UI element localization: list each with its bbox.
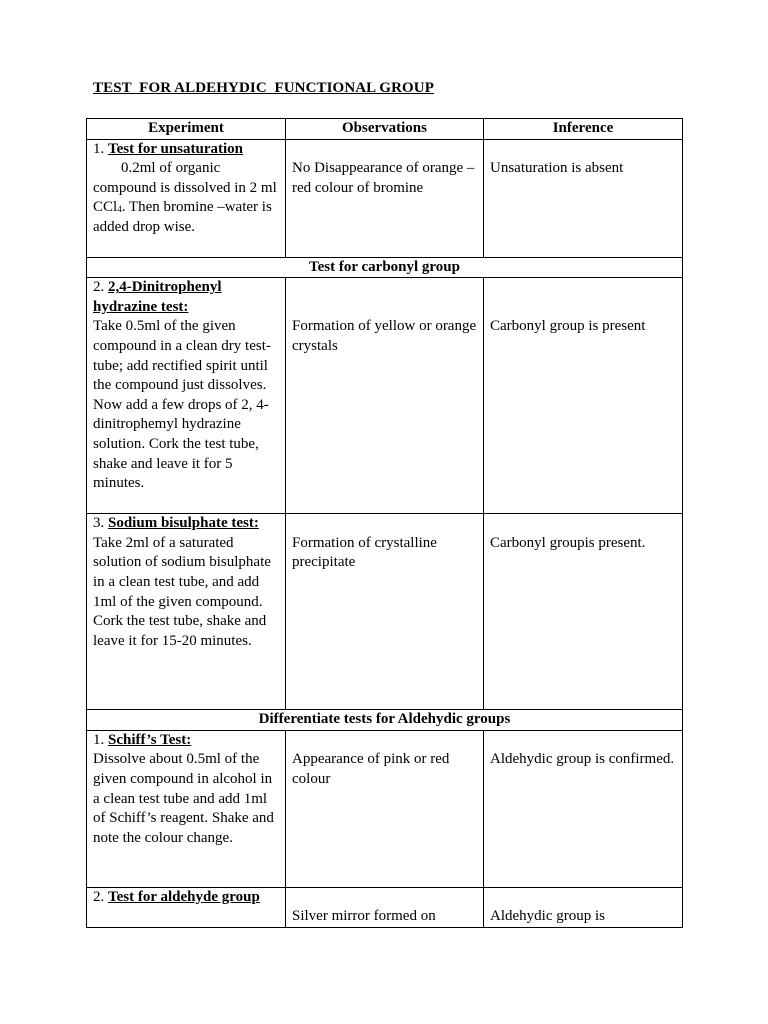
inference-cell bbox=[484, 887, 683, 927]
inference-text: Aldehydic group is bbox=[490, 908, 605, 925]
inference-text: Carbonyl group is present bbox=[490, 318, 646, 335]
table-row bbox=[87, 278, 683, 514]
test-title: Sodium bisulphate test: bbox=[108, 515, 259, 532]
section-heading: Differentiate tests for Aldehydic groups bbox=[87, 710, 683, 731]
inference-text: Aldehydic group is confirmed. bbox=[490, 751, 675, 768]
table-row bbox=[87, 730, 683, 887]
procedure-text-cont: . Then bromine –water is added drop wise. bbox=[93, 199, 272, 235]
inference-cell bbox=[484, 730, 683, 887]
table-row bbox=[87, 139, 683, 257]
observation-cell bbox=[286, 730, 484, 887]
test-title: Test for aldehyde group bbox=[108, 888, 260, 905]
procedure-text: 0.2ml of organic compound is dissolved in 2 ml CCl bbox=[93, 160, 277, 216]
document-title: TEST FOR ALDEHYDIC FUNCTIONAL GROUP bbox=[93, 80, 434, 96]
observation-text: Silver mirror formed on bbox=[292, 908, 436, 925]
observation-cell bbox=[286, 139, 484, 257]
observation-text: Appearance of pink or red colour bbox=[292, 751, 450, 787]
test-title: 2,4-Dinitrophenyl hydrazine test: bbox=[93, 279, 222, 315]
test-title: Schiff’s Test: bbox=[108, 731, 192, 748]
section-row-carbonyl bbox=[87, 257, 683, 278]
table-row bbox=[87, 514, 683, 710]
table-row bbox=[87, 887, 683, 927]
table-header-row bbox=[87, 119, 683, 140]
experiment-cell bbox=[87, 278, 286, 514]
test-number: 1. bbox=[93, 731, 108, 748]
observation-cell bbox=[286, 514, 484, 710]
experiment-cell bbox=[87, 887, 286, 927]
subscript: 4 bbox=[117, 204, 122, 215]
observation-cell bbox=[286, 278, 484, 514]
tests-table bbox=[86, 118, 683, 928]
test-number: 3. bbox=[93, 515, 108, 532]
section-row-aldehydic bbox=[87, 710, 683, 731]
observation-text: Formation of yellow or orange crystals bbox=[292, 318, 477, 354]
test-title: Test for unsaturation bbox=[108, 140, 244, 157]
inference-text: Unsaturation is absent bbox=[490, 160, 624, 177]
experiment-cell bbox=[87, 730, 286, 887]
observation-text: Formation of crystalline precipitate bbox=[292, 534, 437, 571]
test-number: 2. bbox=[93, 888, 108, 905]
procedure-text: Take 0.5ml of the given compound in a clean dry test-tube; add rectified spirit until the compound just dissolves. Now add a few drops of 2, 4-dinitrophemyl hydrazine solution. Cork the test tube, shake and leave it for 5 minutes. bbox=[93, 318, 271, 492]
header-experiment: Experiment bbox=[87, 119, 286, 140]
inference-cell bbox=[484, 139, 683, 257]
procedure-text: Dissolve about 0.5ml of the given compound in alcohol in a clean test tube and add 1ml of Schiff’s reagent. Shake and note the colour change. bbox=[93, 751, 274, 846]
test-number: 1. bbox=[93, 140, 108, 157]
observation-text: No Disappearance of orange – red colour of bromine bbox=[292, 160, 475, 196]
observation-cell bbox=[286, 887, 484, 927]
test-number: 2. bbox=[93, 279, 108, 296]
header-observations: Observations bbox=[286, 119, 484, 140]
inference-text: Carbonyl groupis present. bbox=[490, 534, 646, 551]
experiment-cell bbox=[87, 514, 286, 710]
procedure-text: Take 2ml of a saturated solution of sodium bisulphate in a clean test tube, and add 1ml of the given compound. Cork the test tube, shake and leave it for 15-20 minutes. bbox=[93, 534, 271, 649]
section-heading: Test for carbonyl group bbox=[87, 257, 683, 278]
inference-cell bbox=[484, 514, 683, 710]
header-inference: Inference bbox=[484, 119, 683, 140]
experiment-cell bbox=[87, 139, 286, 257]
inference-cell bbox=[484, 278, 683, 514]
